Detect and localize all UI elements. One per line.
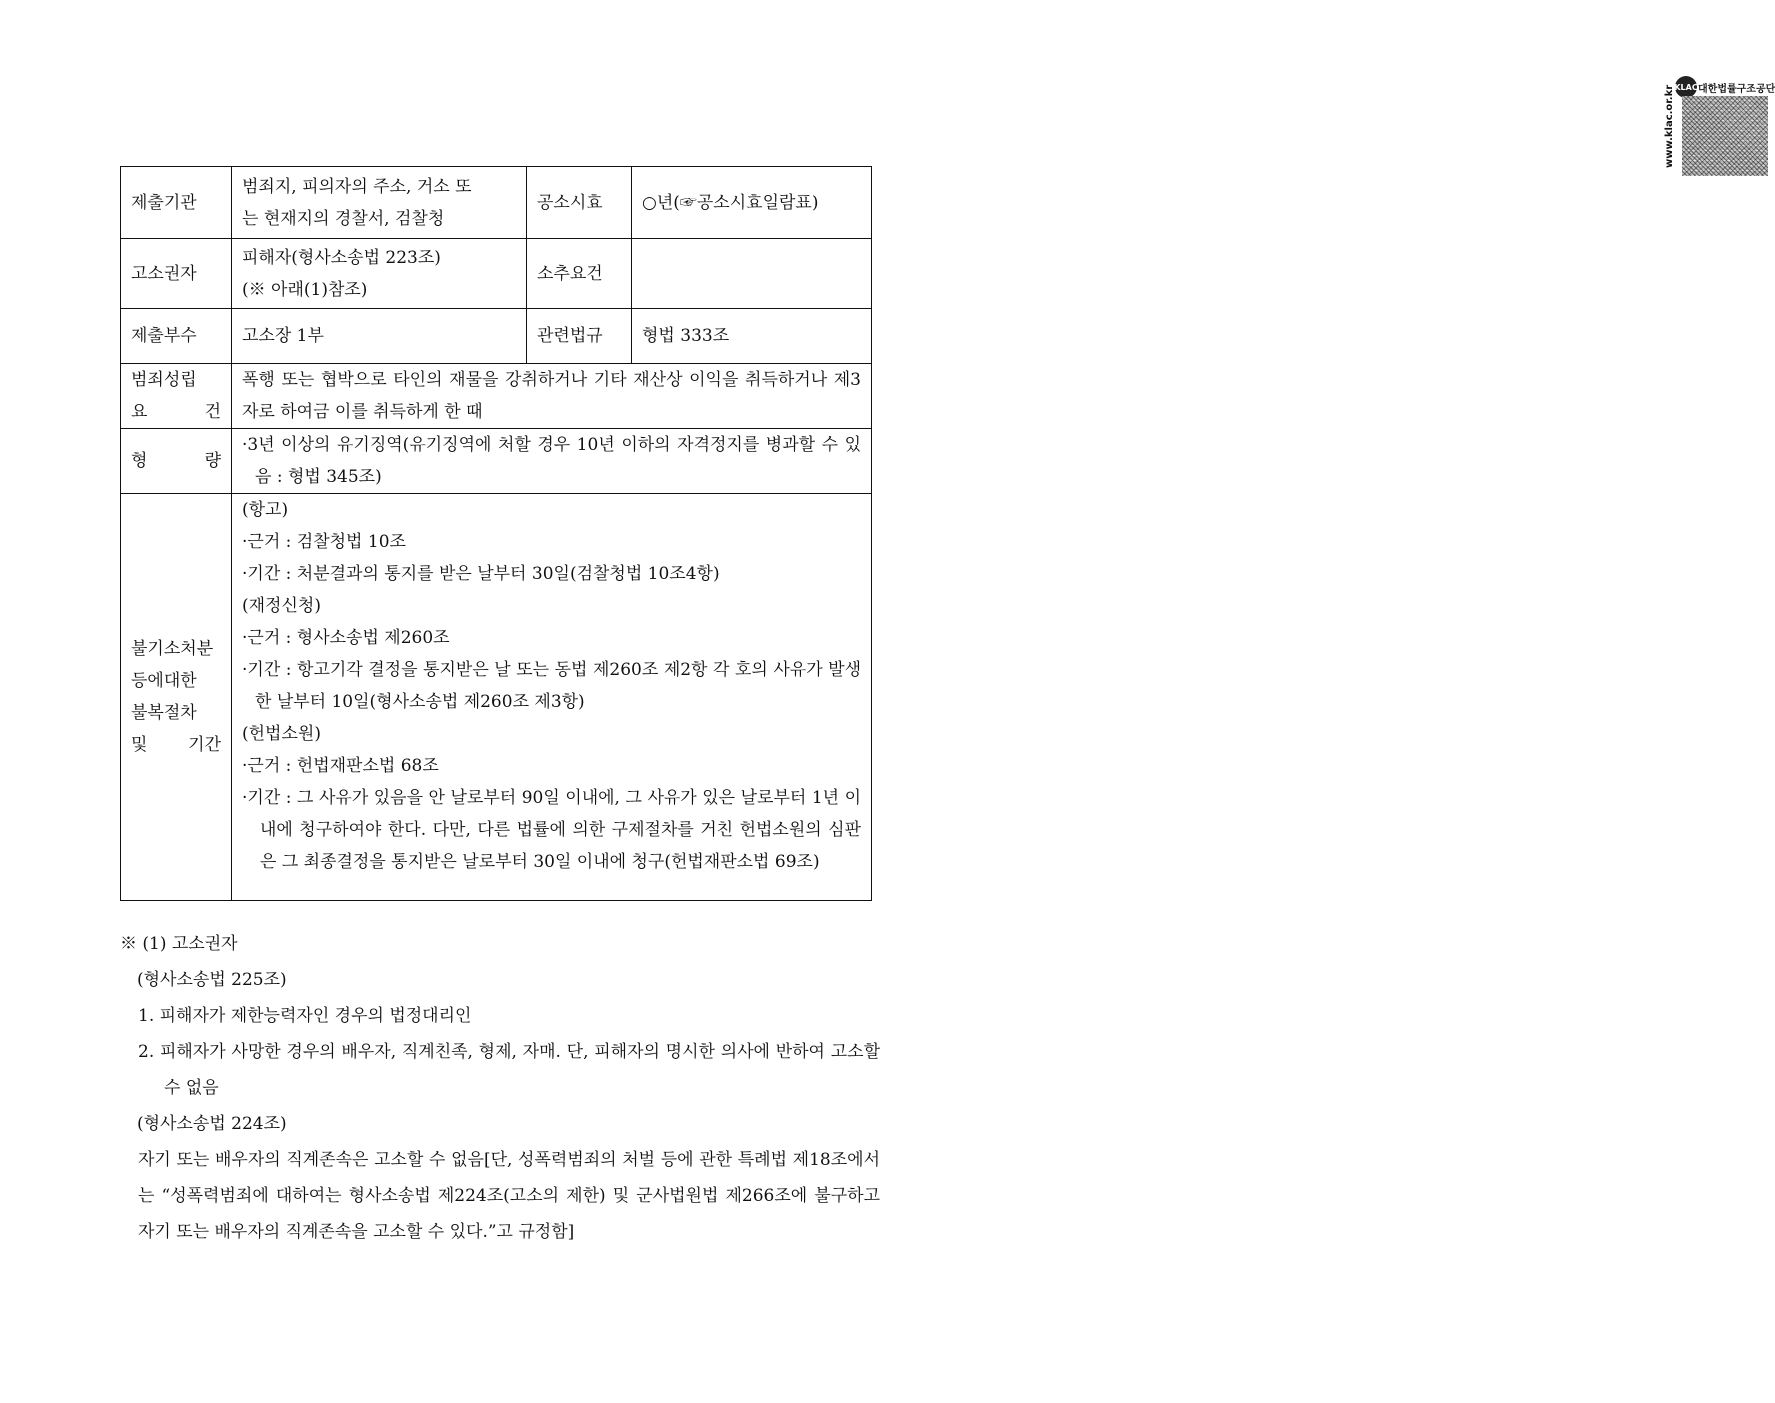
row-label: 고소권자 xyxy=(121,239,232,309)
row-value: ·3년 이상의 유기징역(유기징역에 처할 경우 10년 이하의 자격정지를 병과할 수 있음 : 형법 345조) xyxy=(232,429,872,494)
row-label: 관련법규 xyxy=(527,309,632,364)
row-label: 범죄성립 요 건 xyxy=(121,364,232,429)
list-item: 1. 피해자가 제한능력자인 경우의 법정대리인 xyxy=(138,1006,472,1026)
table-row xyxy=(121,364,872,429)
row-label: 소추요건 xyxy=(527,239,632,309)
notes-section xyxy=(120,926,880,1250)
list-item: ·기간 : 처분결과의 통지를 받은 날부터 30일(검찰청법 10조4항) xyxy=(242,564,720,584)
row-label: 불기소처분 등에대한 불복절차 및 기간 xyxy=(121,494,232,901)
row-value: 폭행 또는 협박으로 타인의 재물을 강취하거나 기타 재산상 이익을 취득하거나 제3자로 하여금 이를 취득하게 한 때 xyxy=(232,364,872,429)
table-row xyxy=(121,429,872,494)
row-value xyxy=(232,494,872,901)
klac-stamp xyxy=(832,38,1775,168)
notes-title: ※ (1) 고소권자 xyxy=(120,934,238,954)
row-label: 공소시효 xyxy=(527,167,632,239)
row-value: 범죄지, 피의자의 주소, 거소 또 는 현재지의 경찰서, 검찰청 xyxy=(232,167,527,239)
table-row xyxy=(121,167,872,239)
list-item: 2. 피해자가 사망한 경우의 배우자, 직계친족, 형제, 자매. 단, 피해자의 명시한 의사에 반하여 고소할 수 없음 xyxy=(138,1042,880,1098)
row-value: 고소장 1부 xyxy=(232,309,527,364)
klac-logo-icon: KLAC xyxy=(1675,76,1697,98)
list-item: ·기간 : 항고기각 결정을 통지받은 날 또는 동법 제260조 제2항 각 호의 사유가 발생한 날부터 10일(형사소송법 제260조 제3항) xyxy=(242,660,861,712)
notes-body: 자기 또는 배우자의 직계존속은 고소할 수 없음[단, 성폭력범죄의 처벌 등에 관한 특례법 제18조에서는 “성폭력범죄에 대하여는 형사소송법 제224조(고소의 제한) 및 군사법원법 제266조에 불구하고 자기 또는 배우자의 직계존속을 고소할 수 있다.”고 규정함] xyxy=(138,1150,880,1242)
section-heading: (재정신청) xyxy=(242,596,321,616)
row-label: 제출부수 xyxy=(121,309,232,364)
section-heading: (항고) xyxy=(242,500,289,520)
row-label: 제출기관 xyxy=(121,167,232,239)
list-item: ·기간 : 그 사유가 있음을 안 날로부터 90일 이내에, 그 사유가 있은 날로부터 1년 이내에 청구하여야 한다. 다만, 다른 법률에 의한 구제절차를 거친 헌법소원의 심판은 그 최종결정을 통지받은 날로부터 30일 이내에 청구(헌법재판소법 69조) xyxy=(242,788,861,872)
row-value: ○년(☞공소시효일람표) xyxy=(632,167,872,239)
table-row xyxy=(121,239,872,309)
table-row xyxy=(121,309,872,364)
row-label: 형 량 xyxy=(121,429,232,494)
table-row xyxy=(121,494,872,901)
row-value: 형법 333조 xyxy=(632,309,872,364)
row-value xyxy=(632,239,872,309)
section-heading: (헌법소원) xyxy=(242,724,321,744)
list-item: ·근거 : 형사소송법 제260조 xyxy=(242,628,450,648)
list-item: ·근거 : 검찰청법 10조 xyxy=(242,532,406,552)
qr-code-icon xyxy=(1682,96,1768,176)
info-table xyxy=(120,166,872,901)
row-value: 피해자(형사소송법 223조) (※ 아래(1)참조) xyxy=(232,239,527,309)
list-item: ·근거 : 헌법재판소법 68조 xyxy=(242,756,439,776)
stamp-org-name: 대한법률구조공단 xyxy=(1698,84,1775,95)
notes-subheading: (형사소송법 225조) xyxy=(137,970,287,990)
notes-subheading: (형사소송법 224조) xyxy=(137,1114,287,1134)
stamp-url: www.klac.or.kr xyxy=(1664,84,1675,168)
